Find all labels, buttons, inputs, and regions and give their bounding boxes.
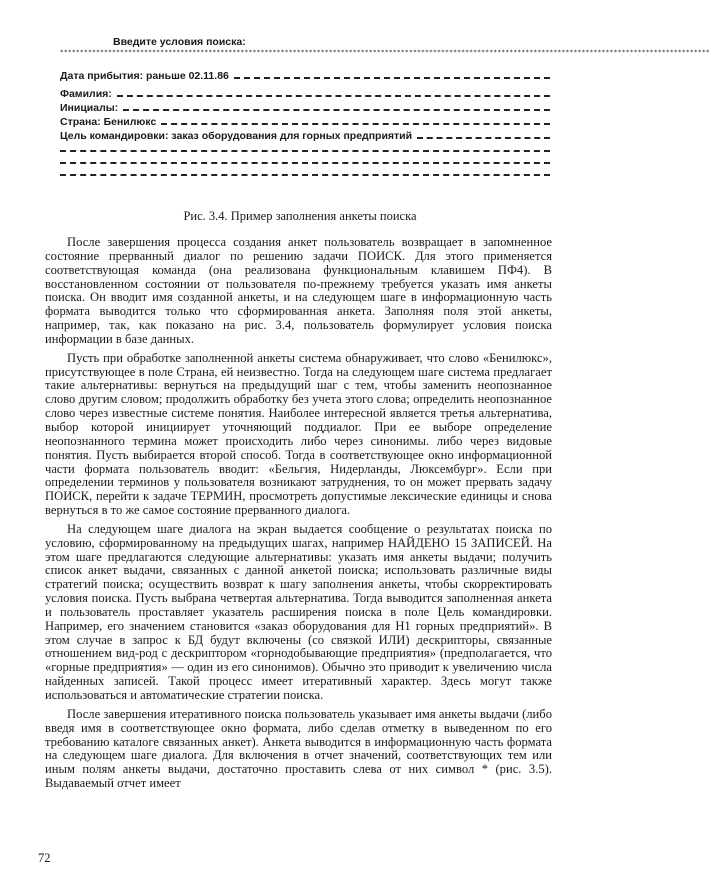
form-title: Введите условия поиска: bbox=[113, 36, 246, 48]
paragraph: После завершения процесса создания анкет пользователь возвращает в запомненное состояние прерванный диалог по решению задачи ПОИСК. Для этого применяется соответствующая команда (она реализована функциональным клавишем ПФ4). В восстановленном состоянии от пользователя по-прежнему требуется указать имя анкеты поиска. Он вводит имя созданной анкеты, и на следующем шаге в информационную часть формата выводится только что сформированная анкета. Заполняя поля этой анкеты, например, так, как показано на рис. 3.4, пользователь формулирует условия поиска информации в базе данных. bbox=[45, 235, 552, 346]
paragraph: После завершения итеративного поиска пользователь указывает имя анкеты выдачи (либо введя имя в соответствующее окно формата, либо сделав отметку в выведенном по его требованию каталоге связанных анкет). Анкета выводится в информационную часть формата на следующем шаге диалога. Для включения в отчет значений, соответствующих тем или иным полям анкеты выдачи, достаточно проставить слева от них символ * (рис. 3.5). Выдаваемый отчет имеет bbox=[45, 706, 552, 791]
body-text bbox=[45, 236, 552, 791]
field-fill-line bbox=[417, 131, 550, 139]
field-label: Страна: Бенилюкс bbox=[60, 116, 157, 128]
empty-form-line bbox=[60, 150, 550, 152]
field-label: Цель командировки: заказ оборудования для горных предприятий bbox=[60, 130, 413, 142]
field-fill-line bbox=[117, 89, 550, 97]
form-separator: ****************************************************************************************************************************************************************** bbox=[60, 49, 710, 56]
field-arrival-date[interactable] bbox=[60, 70, 550, 83]
field-fill-line bbox=[161, 117, 550, 125]
page-number: 72 bbox=[38, 851, 51, 865]
paragraph: На следующем шаге диалога на экран выдается сообщение о результатах поиска по условию, сформированному на предыдущих шагах, например НАЙДЕНО 15 ЗАПИСЕЙ. На этом шаге предлагаются следующие альтернативы: указать имя анкеты выдачи; получить список анкет выдачи, связанных с данной анкетой поиска; использовать различные виды стратегий поиска; осуществить возврат к шагу заполнения анкеты, чтобы скорректировать условия поиска. Пусть выбрана четвертая альтернатива. Тогда выводится заполненная анкета и пользователь проставляет указатель расширения поиска в поле Цель командировки. Например, его значением становится «заказ оборудования для Н1 горных предприятий». В этом случае в запрос к БД будут включены (со связкой ИЛИ) дескрипторы, связанные отношением вид-род с дескриптором «горнодобывающие предприятия» (предполагается, что «горные предприятия» — один из его синонимов). Обычно это приводит к увеличению числа найденных записей. Такой процесс имеет итеративный характер. Здесь могут также использоваться и автоматические стратегии поиска. bbox=[45, 521, 552, 702]
figure-caption: Рис. 3.4. Пример заполнения анкеты поиска bbox=[183, 209, 417, 223]
empty-form-line bbox=[60, 174, 550, 176]
field-fill-line bbox=[234, 71, 550, 79]
field-fill-line bbox=[123, 103, 550, 111]
empty-form-line bbox=[60, 162, 550, 164]
field-initials[interactable] bbox=[60, 102, 550, 115]
field-trip-purpose[interactable] bbox=[60, 130, 550, 143]
field-surname[interactable] bbox=[60, 88, 550, 101]
paragraph: Пусть при обработке заполненной анкеты система обнаруживает, что слово «Бенилюкс», присутствующее в поле Страна, ей неизвестно. Тогда на следующем шаге система предлагает такие альтернативы: вернуться на предыдущий шаг с тем, чтобы заменить неопознанное слово другим словом; продолжить обработку без учета этого слова; определить неопознанное слово через известные системе понятия. Наиболее интересной является третья альтернатива, выбор которой инициирует уточняющий поддиалог. При ее выборе определение неопознанного термина может происходить либо через синонимы. либо через видовые понятия. Пусть выбирается второй способ. Тогда в соответствующее окно информационной части формата пользователь вводит: «Бельгия, Нидерланды, Люксембург». Если при определении терминов у пользователя возникают затруднения, то он может прервать задачу ПОИСК, перейти к задаче ТЕРМИН, просмотреть допустимые лексические единицы и снова вернуться в то же самое состояние прерванного диалога. bbox=[45, 350, 552, 518]
field-label: Дата прибытия: раньше 02.11.86 bbox=[60, 70, 229, 82]
field-label: Фамилия: bbox=[60, 88, 112, 100]
field-country[interactable] bbox=[60, 116, 550, 129]
field-label: Инициалы: bbox=[60, 102, 119, 114]
